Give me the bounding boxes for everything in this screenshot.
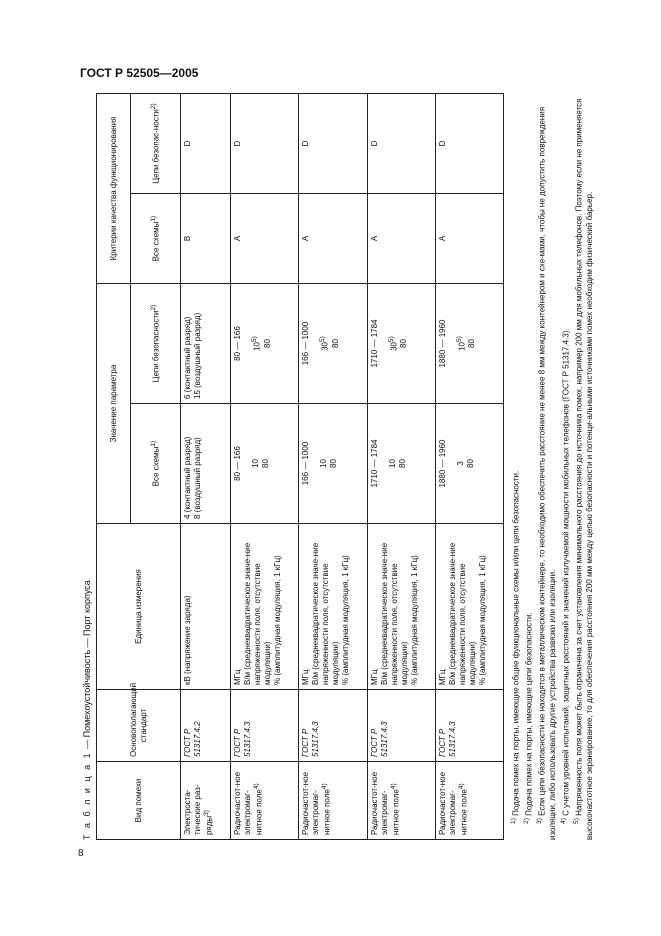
cell-unit: МГц В/м (среднеквадратическое значе-ние напряженности поля, отсутствие модуляции) % (амплитудная модуляция, 1 кГц): [231, 524, 299, 690]
document-id: ГОСТ Р 52505—2005: [80, 66, 199, 80]
footnote-3: $^{3)}$ Если цепи безопасности не находятся в металлическом контейнере, то необходимо обеспечить расстояние не менее 8 мм между контейнером и схе-мами, чтобы не допустить повреждения изоляции, либо использовать другие устройства развязки или изоляции.: [536, 106, 558, 840]
header-performance-criteria: Критерии качества функционирования: [97, 93, 131, 283]
cell-standard: ГОСТ Р 51317.4.3: [231, 690, 299, 762]
cell-all-circuits: 1880 — 1960 3 80: [435, 404, 503, 524]
table-row: [435, 93, 503, 839]
footnote-1: $^{1)}$ Подача помех на порты, имеющие общие функциональные схемы и/или цепи безопасности.: [510, 470, 521, 824]
cell-safety-circuits: 1880 — 1960 10$^{5)}$ 80: [435, 284, 503, 404]
header-parameter-values: Значение параметра: [97, 284, 131, 524]
table-row: [299, 93, 367, 839]
immunity-table: [96, 93, 504, 840]
header-criteria-safety-circuits: Цепи безопас-ности$^{2)}$: [131, 93, 181, 193]
cell-disturbance-type: Радиочастот-ное электромаг-нитное поле$^{4)}$: [299, 762, 367, 840]
footnote-4: $^{4)}$ С учетом уровней испытаний, защитных расстояний и значений излучаемой мощности мобильных телефонов (ГОСТ Р 51317.4.3).: [559, 328, 571, 824]
cell-criteria-all: A: [299, 194, 367, 284]
header-all-circuits: Все схемы$^{1)}$: [131, 404, 181, 524]
cell-criteria-safety: D: [435, 93, 503, 193]
cell-unit: МГц В/м (среднеквадратическое значе-ние напряженности поля, отсутствие модуляции) % (амплитудная модуляция, 1 кГц): [299, 524, 367, 690]
cell-all-circuits: 166 — 1000 10 80: [299, 404, 367, 524]
cell-all-circuits: 4 (контактный разряд) 8 (воздушный разряд): [181, 404, 231, 524]
footnote-2: $^{2)}$ Подача помех на порты, имеющие цепи безопасности.: [523, 612, 534, 824]
footnote-5: $^{5)}$ Напряженность поля может быть ограничена за счет установления минимального расстояния до источника помех, например 200 мм для мобильных телефонов. Поэтому если не применяется высокочастотное экранирование, то для обеспечения расстояния 200 мм между цепью безопасности и потенци-альными источниками помех необходим физический барьер.: [572, 98, 594, 840]
cell-criteria-safety: D: [231, 93, 299, 193]
cell-standard: ГОСТ Р 51317.4.3: [299, 690, 367, 762]
header-criteria-all-circuits: Все схемы$^{1)}$: [131, 194, 181, 284]
cell-criteria-all: B: [181, 194, 231, 284]
table-caption: [82, 580, 93, 840]
header-standard: Основополагающий стандарт: [97, 690, 181, 762]
table-row: [231, 93, 299, 839]
cell-all-circuits: 80 — 166 10 80: [231, 404, 299, 524]
cell-safety-circuits: 1710 — 1784 30$^{5)}$ 80: [367, 284, 435, 404]
page-number: 8: [78, 848, 84, 859]
table-row: [181, 93, 231, 839]
cell-unit: МГц В/м (среднеквадратическое значе-ние напряженности поля, отсутствие модуляции) % (амплитудная модуляция, 1 кГц): [435, 524, 503, 690]
table-footnotes: [510, 94, 596, 840]
header-unit: Единица измерения: [97, 524, 181, 690]
cell-safety-circuits: 6 (контактный разряд) 15 (воздушный разряд): [181, 284, 231, 404]
cell-disturbance-type: Радиочастот-ное электромаг-нитное поле$^{4)}$: [435, 762, 503, 840]
cell-criteria-all: A: [231, 194, 299, 284]
cell-criteria-safety: D: [181, 93, 231, 193]
cell-standard: ГОСТ Р 51317.4.3: [367, 690, 435, 762]
cell-criteria-all: A: [435, 194, 503, 284]
table-caption-text: — Помехоустойчивость — Порт корпуса: [82, 580, 92, 752]
cell-all-circuits: 1710 — 1784 10 80: [367, 404, 435, 524]
header-safety-circuits: Цепи безопасности$^{2)}$: [131, 284, 181, 404]
cell-standard: ГОСТ Р 51317.4.3: [435, 690, 503, 762]
header-disturbance-type: Вид помехи: [97, 762, 181, 840]
table-row: [367, 93, 435, 839]
table-caption-label: Т а б л и ц а 1: [82, 751, 92, 840]
cell-disturbance-type: Электроста-тические раз-ряды$^{3)}$: [181, 762, 231, 840]
cell-criteria-all: A: [367, 194, 435, 284]
cell-standard: ГОСТ Р 51317.4.2: [181, 690, 231, 762]
rotated-table-block: [82, 90, 612, 840]
cell-safety-circuits: 166 — 1000 30$^{5)}$ 80: [299, 284, 367, 404]
cell-criteria-safety: D: [299, 93, 367, 193]
cell-disturbance-type: Радиочастот-ное электромаг-нитное поле$^{4)}$: [231, 762, 299, 840]
cell-safety-circuits: 80 — 166 10$^{5)}$ 80: [231, 284, 299, 404]
cell-disturbance-type: Радиочастот-ное электромаг-нитное поле$^{4)}$: [367, 762, 435, 840]
cell-unit: кВ (напряжение заряда): [181, 524, 231, 690]
cell-criteria-safety: D: [367, 93, 435, 193]
cell-unit: МГц В/м (среднеквадратическое значе-ние напряженности поля, отсутствие модуляции) % (амплитудная модуляция, 1 кГц): [367, 524, 435, 690]
